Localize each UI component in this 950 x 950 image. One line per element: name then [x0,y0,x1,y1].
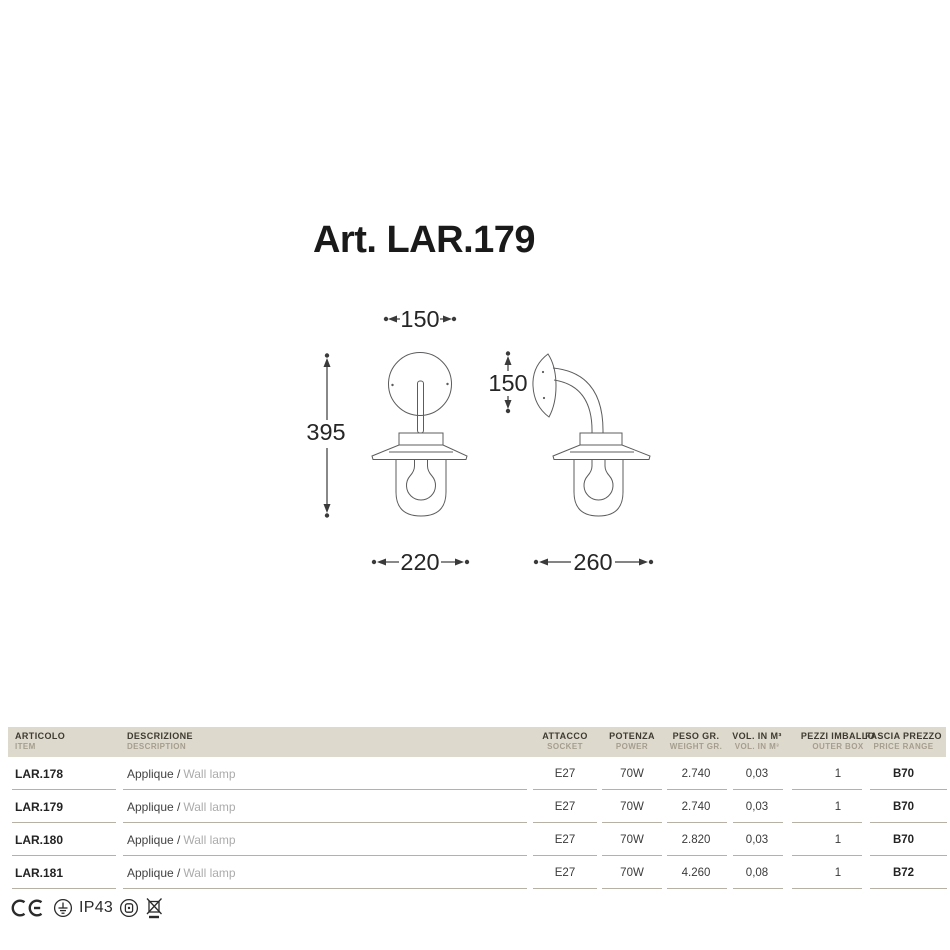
wall-plate-side [533,354,556,417]
screw-dot [446,383,448,385]
dimension-label-150-side: 150 [488,370,528,396]
glass-side [574,460,623,517]
price-range-value: B70 [892,800,915,813]
column-header-weight: PESO GR. WEIGHT GR. [669,731,723,751]
item-code: LAR.180 [15,832,64,847]
certification-icons [11,896,164,920]
column-header-outer-box: PEZZI IMBALLO OUTER BOX [800,731,876,751]
page-title: Art. LAR.179 [312,219,536,261]
table-row-lar178 [8,757,946,790]
price-range-value: B70 [892,833,915,846]
item-code: LAR.178 [15,766,64,781]
socket-value: E27 [554,866,576,879]
column-header-volume: VOL. IN M³ VOL. IN M³ [732,731,782,751]
column-header-power: POTENZA POWER [609,731,655,751]
item-description: Applique / Wall lamp [127,865,236,880]
dimension-label-150-top: 150 [400,306,440,332]
column-header-description: DESCRIZIONE DESCRIPTION [127,731,193,751]
ce-mark-icon [11,898,47,918]
dimension-overall-height [306,353,345,517]
no-waste-bin-icon [145,897,164,920]
weight-value: 4.260 [681,866,711,879]
power-value: 70W [620,833,644,846]
dimension-shade-width [372,549,469,575]
outer-box-value: 1 [834,800,842,813]
enclosure-icon [119,898,139,918]
outer-box-value: 1 [834,833,842,846]
item-code: LAR.181 [15,865,64,880]
dimension-front-width [384,306,456,332]
weight-value: 2.740 [681,767,711,780]
stem-front [418,381,424,433]
socket-value: E27 [554,833,576,846]
front-view-drawing [372,353,467,517]
column-header-item: ARTICOLO ITEM [15,731,66,751]
item-description: Applique / Wall lamp [127,832,236,847]
weight-value: 2.740 [681,800,711,813]
volume-value: 0,03 [745,833,769,846]
screw-dot [543,397,545,399]
item-description: Applique / Wall lamp [127,766,236,781]
column-header-price-range: FASCIA PREZZO PRICE RANGE [865,731,942,751]
weight-value: 2.820 [681,833,711,846]
glass-front [396,460,446,517]
bulb-front [407,460,436,500]
collar-front [399,433,443,445]
outer-box-value: 1 [834,767,842,780]
arm-inner-edge [554,380,592,433]
socket-value: E27 [554,767,576,780]
item-description: Applique / Wall lamp [127,799,236,814]
side-view-drawing [533,354,650,516]
bulb-side [584,460,613,500]
power-value: 70W [620,800,644,813]
table-row-lar180 [8,823,946,856]
volume-value: 0,03 [745,767,769,780]
arm-outer-edge [553,368,603,433]
item-code: LAR.179 [15,799,64,814]
socket-value: E27 [554,800,576,813]
dimension-plate-height [488,351,527,413]
wall-plate-front [389,353,452,416]
dimension-label-220: 220 [400,549,440,575]
table-row-lar181 [8,856,946,889]
screw-dot [542,371,544,373]
power-value: 70W [620,767,644,780]
spec-table-header [8,727,946,757]
price-range-value: B72 [892,866,915,879]
protective-earth-icon [53,898,73,918]
dimension-side-depth [534,549,653,575]
dimension-label-260: 260 [573,549,613,575]
column-header-socket: ATTACCO SOCKET [542,731,588,751]
power-value: 70W [620,866,644,879]
spec-table [8,727,946,889]
screw-dot [391,384,393,386]
ip-rating-label: IP43 [79,899,114,916]
table-row-lar179 [8,790,946,823]
collar-side [580,433,622,445]
dimension-label-395: 395 [306,419,346,445]
outer-box-value: 1 [834,866,842,879]
price-range-value: B70 [892,767,915,780]
technical-drawing [280,290,700,590]
volume-value: 0,08 [745,866,769,879]
volume-value: 0,03 [745,800,769,813]
